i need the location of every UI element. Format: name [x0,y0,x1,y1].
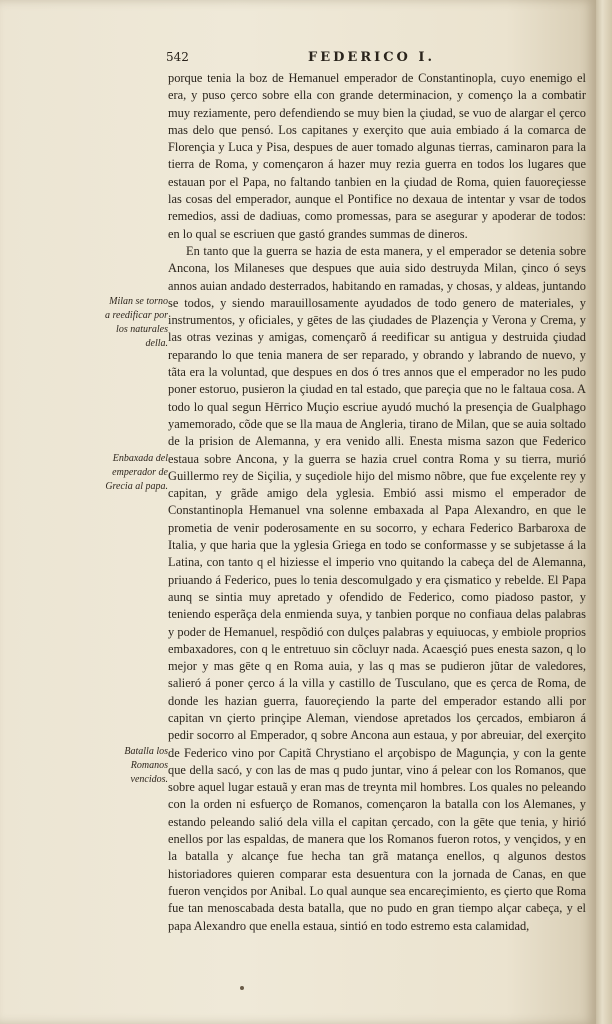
margin-note-embassy: Enbaxada del emperador de Grecia al papa. [105,453,168,492]
page-mark [240,986,244,990]
running-head: FEDERICO I. [308,50,436,65]
folio-number: 542 [166,50,189,64]
margin-note-milan: Milan se torno a reedificar por los naturales della. [105,296,168,349]
margin-note-battle: Batalla los Romanos vencidos. [124,746,168,785]
page-header [160,50,580,68]
paragraph-2: En tanto que la guerra se hazia de esta manera, y el emperador se detenia sobre Ancona, los Milaneses que despues que auia sido destruyda Milan, çinco ó seys annos auian andado desterrados, habitando en ramadas, y chosas, y aldeas, juntando se todos, y siendo marauillosamente ayudados de todo genero de materiales, y instrumentos, y oficiales, y gētes de las çiudades de Plazençia y Verona y Crema, y las otras vezinas y amigas, començarõ á reedificar su antigua y destruida çiudad reparando lo que tenia manera de ser reparado, y obrando y labrando de nuevo, y tãta era la voluntad, que despues en dos ó tres annos que el emperador no les pudo poner estoruo, pusieron la çiudad en tal estado, que pareçia que no le faltaua cosa. A todo lo qual segun Hērrico Muçio escriue ayudó muchó la presençia de Gualphago yamemorado, cõde que se lla maua de Angleria, tirano de Milan, que se auia soltado de la prision de Alemanna, y era venido alli. Enesta misma sazon que Federico estaua sobre Ancona, y la guerra se hazia cruel contra Roma y su tierra, murió Guillermo rey de Siçilia, y suçediole hijo del mismo nõbre, que fue exçelente rey y capitan, y grãde amigo dela yglesia. Embió assi mismo el emperador de Constantinopla Hemanuel vna solenne embaxada al Papa Alexandro, en que le prometia de venir poderosamente en su socorro, y echara Federico Barbaroxa de Italia, y que haria que la yglesia Griega en todo se conformasse y se subjetasse á la Latina, con tanto q el hiziesse el imperio vno quitando la cabeça del de Alemanna, priuando á Federico, pues lo tenia descomulgado y era çismatico y rebelde. El Papa aunq se sintia muy apretado y ofendido de Federico, como piadoso pastor, y teniendo esperãça dela enmienda suya, y tanbien porque no confiaua delas palabras y poder de Hemanuel, respõdió con dulçes palabras y equiuocas, y embiole proprios embaxadores, con q le entretuuo sin cõcluyr nada. Acaesçió pues enesta sazon, q lo mejor y mas gēte q en Roma auia, y las q mas se pudieron jũtar de valedores, salieró á poner çerco á la villa y castillo de Tusculano, que es çerca de Roma, de donde les hazian guerra, fauoreçiendo la parte del emperador estando alli por capitan vn çierto prinçipe Aleman, viendose apretados los çercados, embiaron á pedir socorro al Emperador, q sobre Ancona aun estaua, y por abreuiar, del exerçito de Federico vino por Capitã Chrystiano el arçobispo de Magunçia, y con la gente que della sacó, y con las de mas q pudo juntar, vino á pelear con los Romanos, que sobre aquel lugar estauã y eran mas de treynta mil hombres. Los quales no peleando con la orden ni esfuerço de Romanos, començaron la batalla con los Alemanes, y estando peleando salió dela villa el capitan çercado, con la gēte que tenia, y hirió enellos por las espaldas, de manera que los Romanos fueron rotos, y vençidos, y en la batalla y alcançe fue hecha tan grã matança enellos, q algunos destos historiadores quieren comparar esta desuentura con la jornada de Canas, en que fueron vençidos por Anibal. Lo qual aunque sea encareçimiento, es çierto que Roma fue tan menoscabada desta batalla, que no pudo en gran tiempo alçar cabeça, y el papa Alexandro que enella estaua, sintió en todo estremo esta calamidad, [168,243,586,933]
paragraph-1: porque tenia la boz de Hemanuel emperador de Constantinopla, cuyo enemigo el era, y puso çerco sobre ella con grande determinacion, y començo la a combatir muy reziamente, pero defendiendo se muy bien la çiudad, se vuo de alargar el çerco mas delo que pensó. Los capitanes y exerçito que auia embiado á la comarca de Florençia y Luca y Pisa, despues de auer tomado algunas tierras, caminaron para la tierra de Roma, y començaron á hazer muy rezia guerra en todos los lugares que estauan por el Papa, no faltando tanbien en la çiudad de Roma, quien fauoreçiesse las cosas del emperador, aunque el Pontifice no dexaua de intentar y vsar de todos remedios, assi de dadiuas, como promessas, para se asegurar y apoderar de todos: en lo qual se escriuen que gastó grandes summas de dineros. [168,71,586,241]
body-text [168,70,586,935]
facing-page-edge [596,0,612,1024]
